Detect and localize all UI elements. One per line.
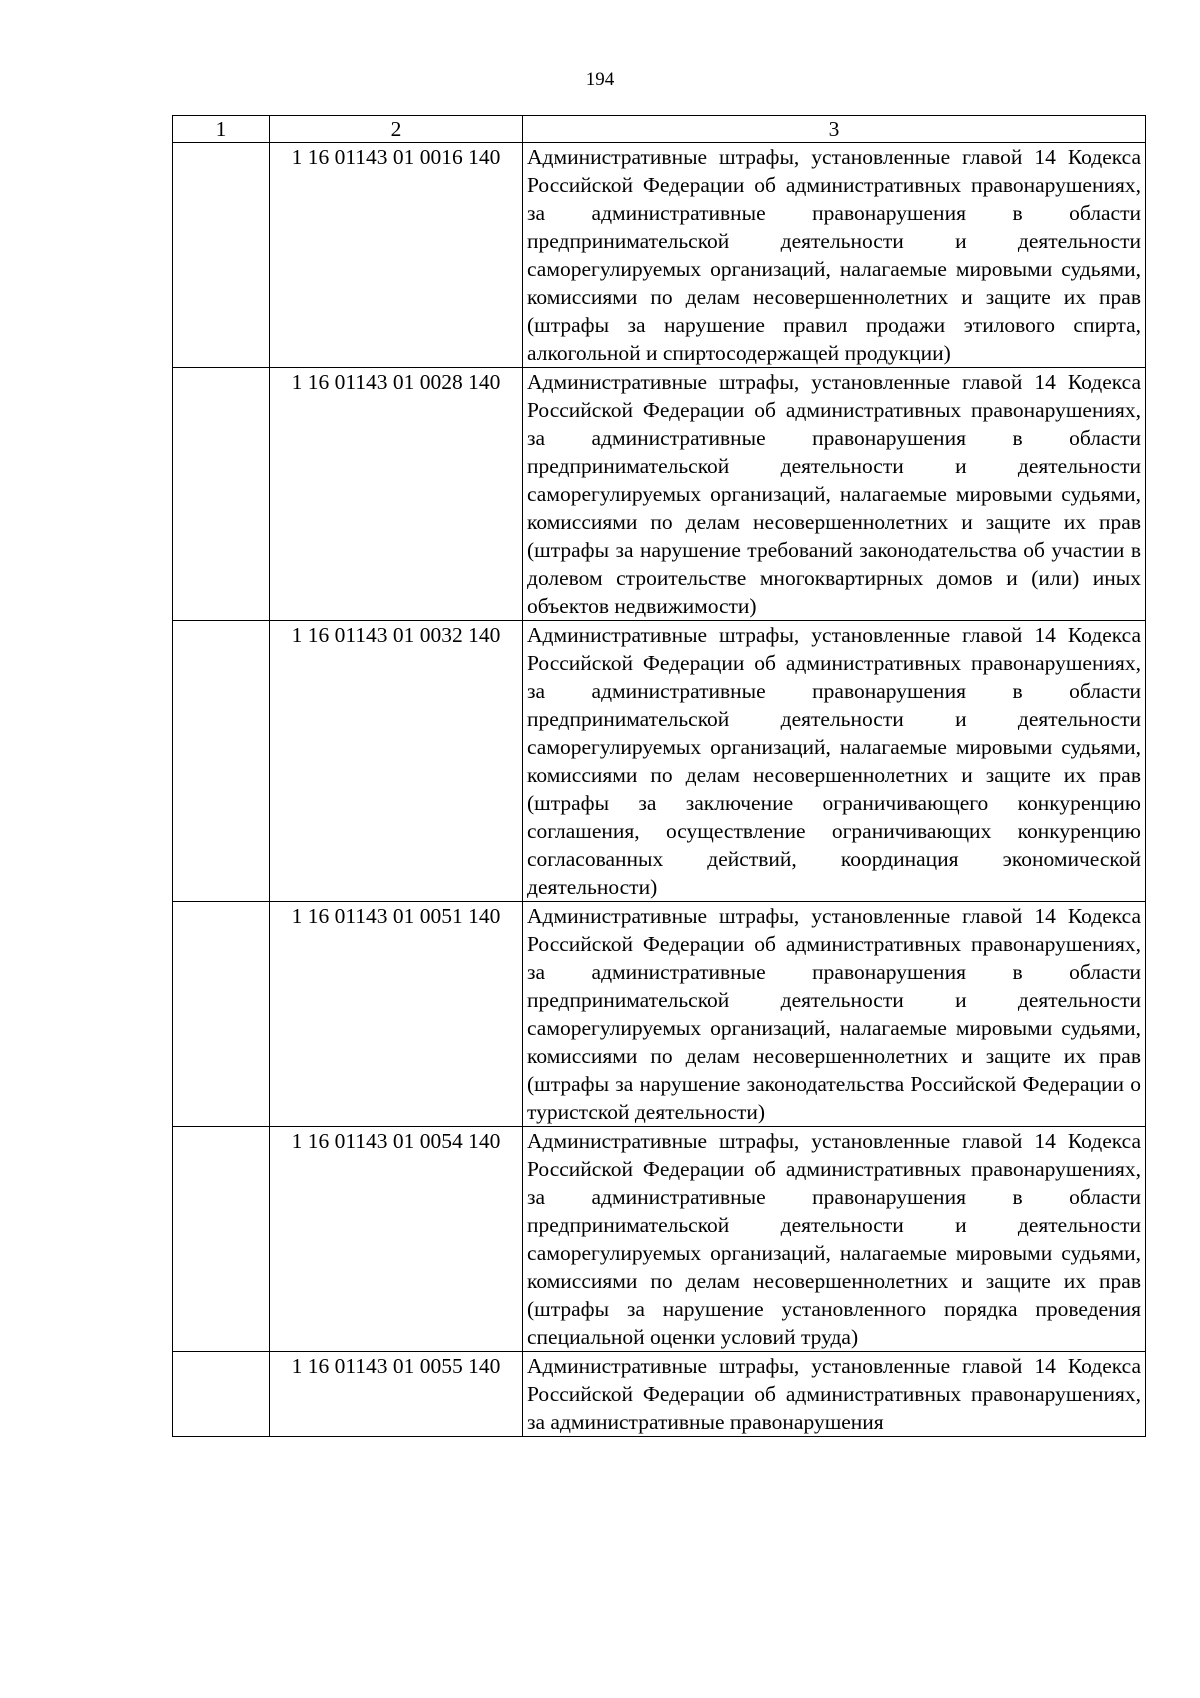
table-row — [173, 368, 1146, 621]
budget-code-cell: 1 16 01143 01 0032 140 — [270, 621, 523, 902]
row-col1-cell — [173, 621, 270, 902]
table-row — [173, 1352, 1146, 1437]
row-col1-cell — [173, 368, 270, 621]
table-row — [173, 902, 1146, 1127]
row-col1-cell — [173, 1127, 270, 1352]
column-header-1: 1 — [173, 116, 270, 143]
budget-code-cell: 1 16 01143 01 0055 140 — [270, 1352, 523, 1437]
table-row — [173, 621, 1146, 902]
description-cell: Административные штрафы, установленные главой 14 Кодекса Российской Федерации об административных правонарушениях, за административные правонарушения в области предпринимательской деятельности и деятельности саморегулируемых организаций, налагаемые мировыми судьями, комиссиями по делам несовершеннолетних и защите их прав (штрафы за нарушение требований законодательства об участии в долевом строительстве многоквартирных домов и (или) иных объектов недвижимости) — [523, 368, 1146, 621]
budget-code-cell: 1 16 01143 01 0016 140 — [270, 143, 523, 368]
row-col1-cell — [173, 1352, 270, 1437]
description-cell: Административные штрафы, установленные главой 14 Кодекса Российской Федерации об административных правонарушениях, за административные правонарушения в области предпринимательской деятельности и деятельности саморегулируемых организаций, налагаемые мировыми судьями, комиссиями по делам несовершеннолетних и защите их прав (штрафы за нарушение установленного порядка проведения специальной оценки условий труда) — [523, 1127, 1146, 1352]
description-cell: Административные штрафы, установленные главой 14 Кодекса Российской Федерации об административных правонарушениях, за административные правонарушения в области предпринимательской деятельности и деятельности саморегулируемых организаций, налагаемые мировыми судьями, комиссиями по делам несовершеннолетних и защите их прав (штрафы за нарушение законодательства Российской Федерации о туристской деятельности) — [523, 902, 1146, 1127]
budget-code-table — [172, 115, 1146, 1437]
table-header-row — [173, 116, 1146, 143]
table-row — [173, 143, 1146, 368]
budget-code-cell: 1 16 01143 01 0051 140 — [270, 902, 523, 1127]
row-col1-cell — [173, 902, 270, 1127]
column-header-3: 3 — [523, 116, 1146, 143]
column-header-2: 2 — [270, 116, 523, 143]
row-col1-cell — [173, 143, 270, 368]
page-number: 194 — [585, 69, 615, 90]
table-row — [173, 1127, 1146, 1352]
budget-code-cell: 1 16 01143 01 0028 140 — [270, 368, 523, 621]
description-cell: Административные штрафы, установленные главой 14 Кодекса Российской Федерации об административных правонарушениях, за административные правонарушения в области предпринимательской деятельности и деятельности саморегулируемых организаций, налагаемые мировыми судьями, комиссиями по делам несовершеннолетних и защите их прав (штрафы за заключение ограничивающего конкуренцию соглашения, осуществление ограничивающих конкуренцию согласованных действий, координация экономической деятельности) — [523, 621, 1146, 902]
budget-code-cell: 1 16 01143 01 0054 140 — [270, 1127, 523, 1352]
description-cell: Административные штрафы, установленные главой 14 Кодекса Российской Федерации об административных правонарушениях, за административные правонарушения — [523, 1352, 1146, 1437]
description-cell: Административные штрафы, установленные главой 14 Кодекса Российской Федерации об административных правонарушениях, за административные правонарушения в области предпринимательской деятельности и деятельности саморегулируемых организаций, налагаемые мировыми судьями, комиссиями по делам несовершеннолетних и защите их прав (штрафы за нарушение правил продажи этилового спирта, алкогольной и спиртосодержащей продукции) — [523, 143, 1146, 368]
